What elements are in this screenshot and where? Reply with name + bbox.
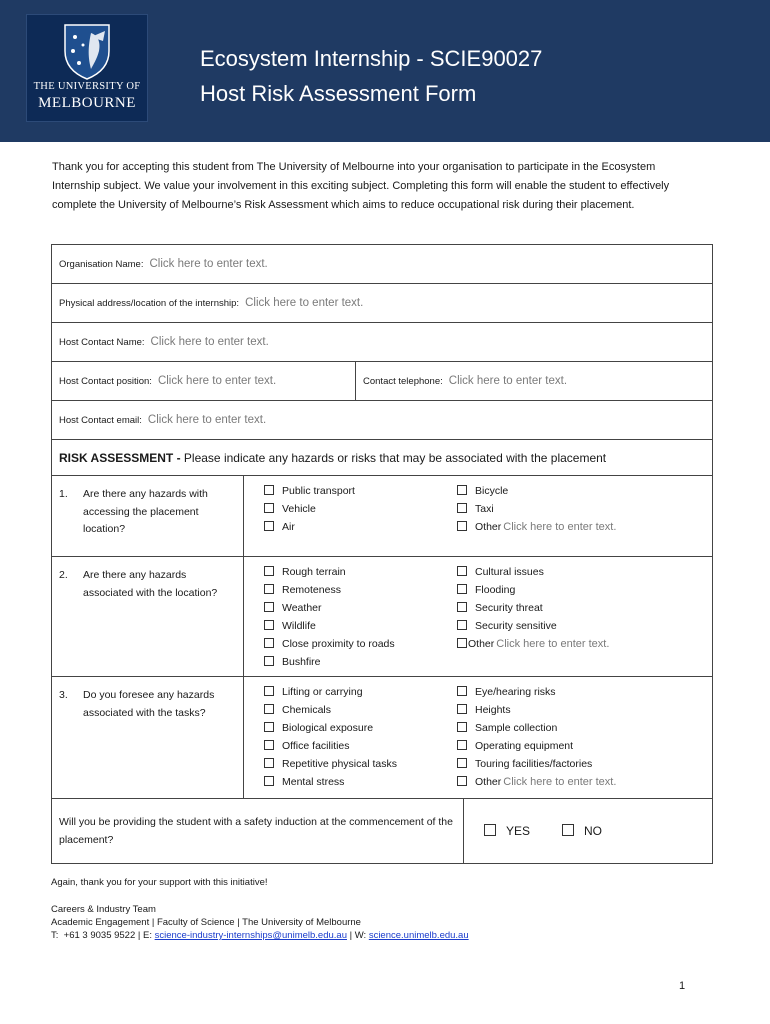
option-label: Office facilities [282,740,350,752]
hazard-column [264,683,457,798]
other-option[interactable] [457,635,650,653]
question-cell [52,557,244,676]
checkbox-icon[interactable] [264,521,274,531]
option-label: Operating equipment [475,740,574,752]
checkbox-icon[interactable] [264,620,274,630]
hazard-option[interactable] [264,518,457,536]
option-label: Touring facilities/factories [475,758,593,770]
hazard-option[interactable] [457,482,650,500]
hazard-option[interactable] [264,563,457,581]
other-option[interactable] [457,518,650,536]
hazard-option[interactable] [264,719,457,737]
phone-cell [356,362,567,400]
question-text: Are there any hazards associated with the location? [83,569,218,599]
page-header [0,0,770,142]
phone-label: Contact telephone: [363,375,443,387]
university-logo [26,14,148,122]
option-label: Mental stress [282,776,345,788]
address-label: Physical address/location of the internship: [59,297,240,309]
hazard-option[interactable] [264,617,457,635]
checkbox-icon[interactable] [264,686,274,696]
checkbox-icon[interactable] [457,602,467,612]
option-label: Bushfire [282,656,321,668]
question-number: 3. [59,689,68,701]
checkbox-icon[interactable] [264,584,274,594]
question-number: 1. [59,488,68,500]
hazard-column [457,482,650,556]
web-prefix: | W: [346,930,369,941]
option-label: Chemicals [282,704,332,716]
position-cell [52,362,356,400]
logo-text-line2: MELBOURNE [38,95,136,111]
checkbox-icon[interactable] [264,722,274,732]
hazard-option[interactable] [264,737,457,755]
page-number: 1 [679,980,686,992]
position-label: Host Contact position: [59,375,152,387]
option-label: Remoteness [282,584,341,596]
option-label: Other [475,776,502,788]
contact-name-label: Host Contact Name: [59,336,145,348]
hazard-option[interactable] [457,701,650,719]
address-input[interactable]: Click here to enter text. [245,297,364,309]
induction-answer [464,799,712,863]
hazard-option[interactable] [457,683,650,701]
risk-heading-text: Please indicate any hazards or risks that may be associated with the placement [180,450,607,465]
org-name-row [52,245,712,284]
option-label: Eye/hearing risks [475,686,556,698]
hazard-column [264,563,457,676]
risk-assessment-heading [52,440,712,476]
checkbox-icon[interactable] [264,758,274,768]
option-label: Flooding [475,584,516,596]
option-label: Bicycle [475,485,509,497]
checkbox-icon[interactable] [457,503,467,513]
email-label: Host Contact email: [59,414,142,426]
checkbox-icon[interactable] [457,740,467,750]
hazard-options [244,476,712,556]
hazard-option[interactable] [264,773,457,791]
option-label: Close proximity to roads [282,638,395,650]
hazard-column [457,563,650,676]
form-title: Ecosystem Internship - SCIE90027 [200,46,543,71]
checkbox-icon[interactable] [562,824,574,836]
option-label: Other [475,521,502,533]
option-label: Lifting or carrying [282,686,363,698]
position-phone-row [52,362,712,401]
org-name-label: Organisation Name: [59,258,144,270]
other-input[interactable]: Click here to enter text. [503,521,617,533]
hazard-column [264,482,457,556]
checkbox-icon[interactable] [264,503,274,513]
question-text: Are there any hazards with accessing the placement location? [83,488,208,535]
option-label: Sample collection [475,722,558,734]
hazard-option[interactable] [264,701,457,719]
checkbox-icon[interactable] [457,485,467,495]
host-form [51,244,713,864]
option-label: Heights [475,704,511,716]
department-line: Academic Engagement | Faculty of Science | The University of Melbourne [51,917,361,928]
hazard-option[interactable] [457,617,650,635]
option-label: Repetitive physical tasks [282,758,397,770]
email-link[interactable]: science-industry-internships@unimelb.edu.au [154,930,347,941]
question-cell [52,476,244,556]
email-row [52,401,712,440]
checkbox-icon[interactable] [264,656,274,666]
question-row [52,557,712,677]
hazard-option[interactable] [264,599,457,617]
checkbox-icon[interactable] [264,485,274,495]
hazard-option[interactable] [264,683,457,701]
option-label: Wildlife [282,620,316,632]
checkbox-icon[interactable] [457,722,467,732]
contact-name-row [52,323,712,362]
position-input[interactable]: Click here to enter text. [157,375,277,387]
checkbox-icon[interactable] [264,602,274,612]
team-name: Careers & Industry Team [51,904,156,915]
checkbox-icon[interactable] [264,566,274,576]
option-label: Weather [282,602,322,614]
checkbox-icon[interactable] [457,584,467,594]
yes-option[interactable] [484,824,530,838]
induction-question: Will you be providing the student with a safety induction at the commencement of the placement? [52,799,464,863]
option-label: Taxi [475,503,494,515]
hazard-option[interactable] [264,581,457,599]
checkbox-icon[interactable] [457,521,467,531]
question-cell [52,677,244,798]
risk-heading-bold: RISK ASSESSMENT - [59,450,181,465]
option-label: Security threat [475,602,543,614]
option-label: Security sensitive [475,620,557,632]
hazard-option[interactable] [457,500,650,518]
email-input[interactable]: Click here to enter text. [147,414,267,426]
hazard-option[interactable] [457,599,650,617]
hazard-option[interactable] [264,755,457,773]
hazard-option[interactable] [457,755,650,773]
option-label: Air [282,521,295,533]
induction-row [52,799,712,863]
org-name-input[interactable]: Click here to enter text. [149,258,268,270]
website-link[interactable]: science.unimelb.edu.au [368,930,469,941]
hazard-option[interactable] [457,719,650,737]
hazard-option[interactable] [457,563,650,581]
checkbox-icon[interactable] [264,740,274,750]
checkbox-icon[interactable] [457,704,467,714]
checkbox-icon[interactable] [457,686,467,696]
hazard-option[interactable] [264,482,457,500]
thanks-text: Again, thank you for your support with this initiative! [51,877,268,888]
other-input[interactable]: Click here to enter text. [503,776,617,788]
question-row [52,677,712,799]
checkbox-icon[interactable] [264,776,274,786]
hazard-option[interactable] [457,737,650,755]
phone-text: T: +61 3 9035 9522 | E: [51,930,155,941]
contact-line [51,930,469,941]
crest-icon [61,21,113,81]
option-label: Vehicle [282,503,316,515]
option-label: Other [468,638,495,650]
no-label: NO [584,824,603,838]
checkbox-icon[interactable] [457,566,467,576]
hazard-option[interactable] [264,653,457,671]
intro-paragraph: Thank you for accepting this student from The University of Melbourne into your organisation to participate in the Ecosystem Internship subject. We value your involvement in this exciting subject. Completing this form will enable the student to effectively complete the University of Melbourne’s Risk Assessment which aims to reduce occupational risk during their placement. [52,161,670,211]
other-option[interactable] [457,773,650,791]
checkbox-icon[interactable] [457,776,467,786]
form-subtitle: Host Risk Assessment Form [200,81,477,106]
option-label: Biological exposure [282,722,374,734]
question-text: Do you foresee any hazards associated with the tasks? [83,689,215,719]
hazard-column [457,683,650,798]
checkbox-icon[interactable] [264,638,274,648]
other-input[interactable]: Click here to enter text. [496,638,610,650]
checkbox-icon[interactable] [484,824,496,836]
hazard-option[interactable] [457,581,650,599]
question-number: 2. [59,569,68,581]
hazard-option[interactable] [264,635,457,653]
hazard-options [244,557,712,676]
checkbox-icon[interactable] [457,620,467,630]
address-row [52,284,712,323]
contact-name-input[interactable]: Click here to enter text. [150,336,269,348]
checkbox-icon[interactable] [457,758,467,768]
yes-label: YES [506,824,531,838]
logo-text-line1: THE UNIVERSITY OF [33,81,141,92]
no-option[interactable] [562,824,602,838]
hazard-option[interactable] [264,500,457,518]
checkbox-icon[interactable] [264,704,274,714]
hazard-options [244,677,712,798]
option-label: Public transport [282,485,355,497]
option-label: Cultural issues [475,566,544,578]
phone-input[interactable]: Click here to enter text. [448,375,568,387]
option-label: Rough terrain [282,566,346,578]
question-row [52,476,712,557]
checkbox-icon[interactable] [457,638,467,648]
